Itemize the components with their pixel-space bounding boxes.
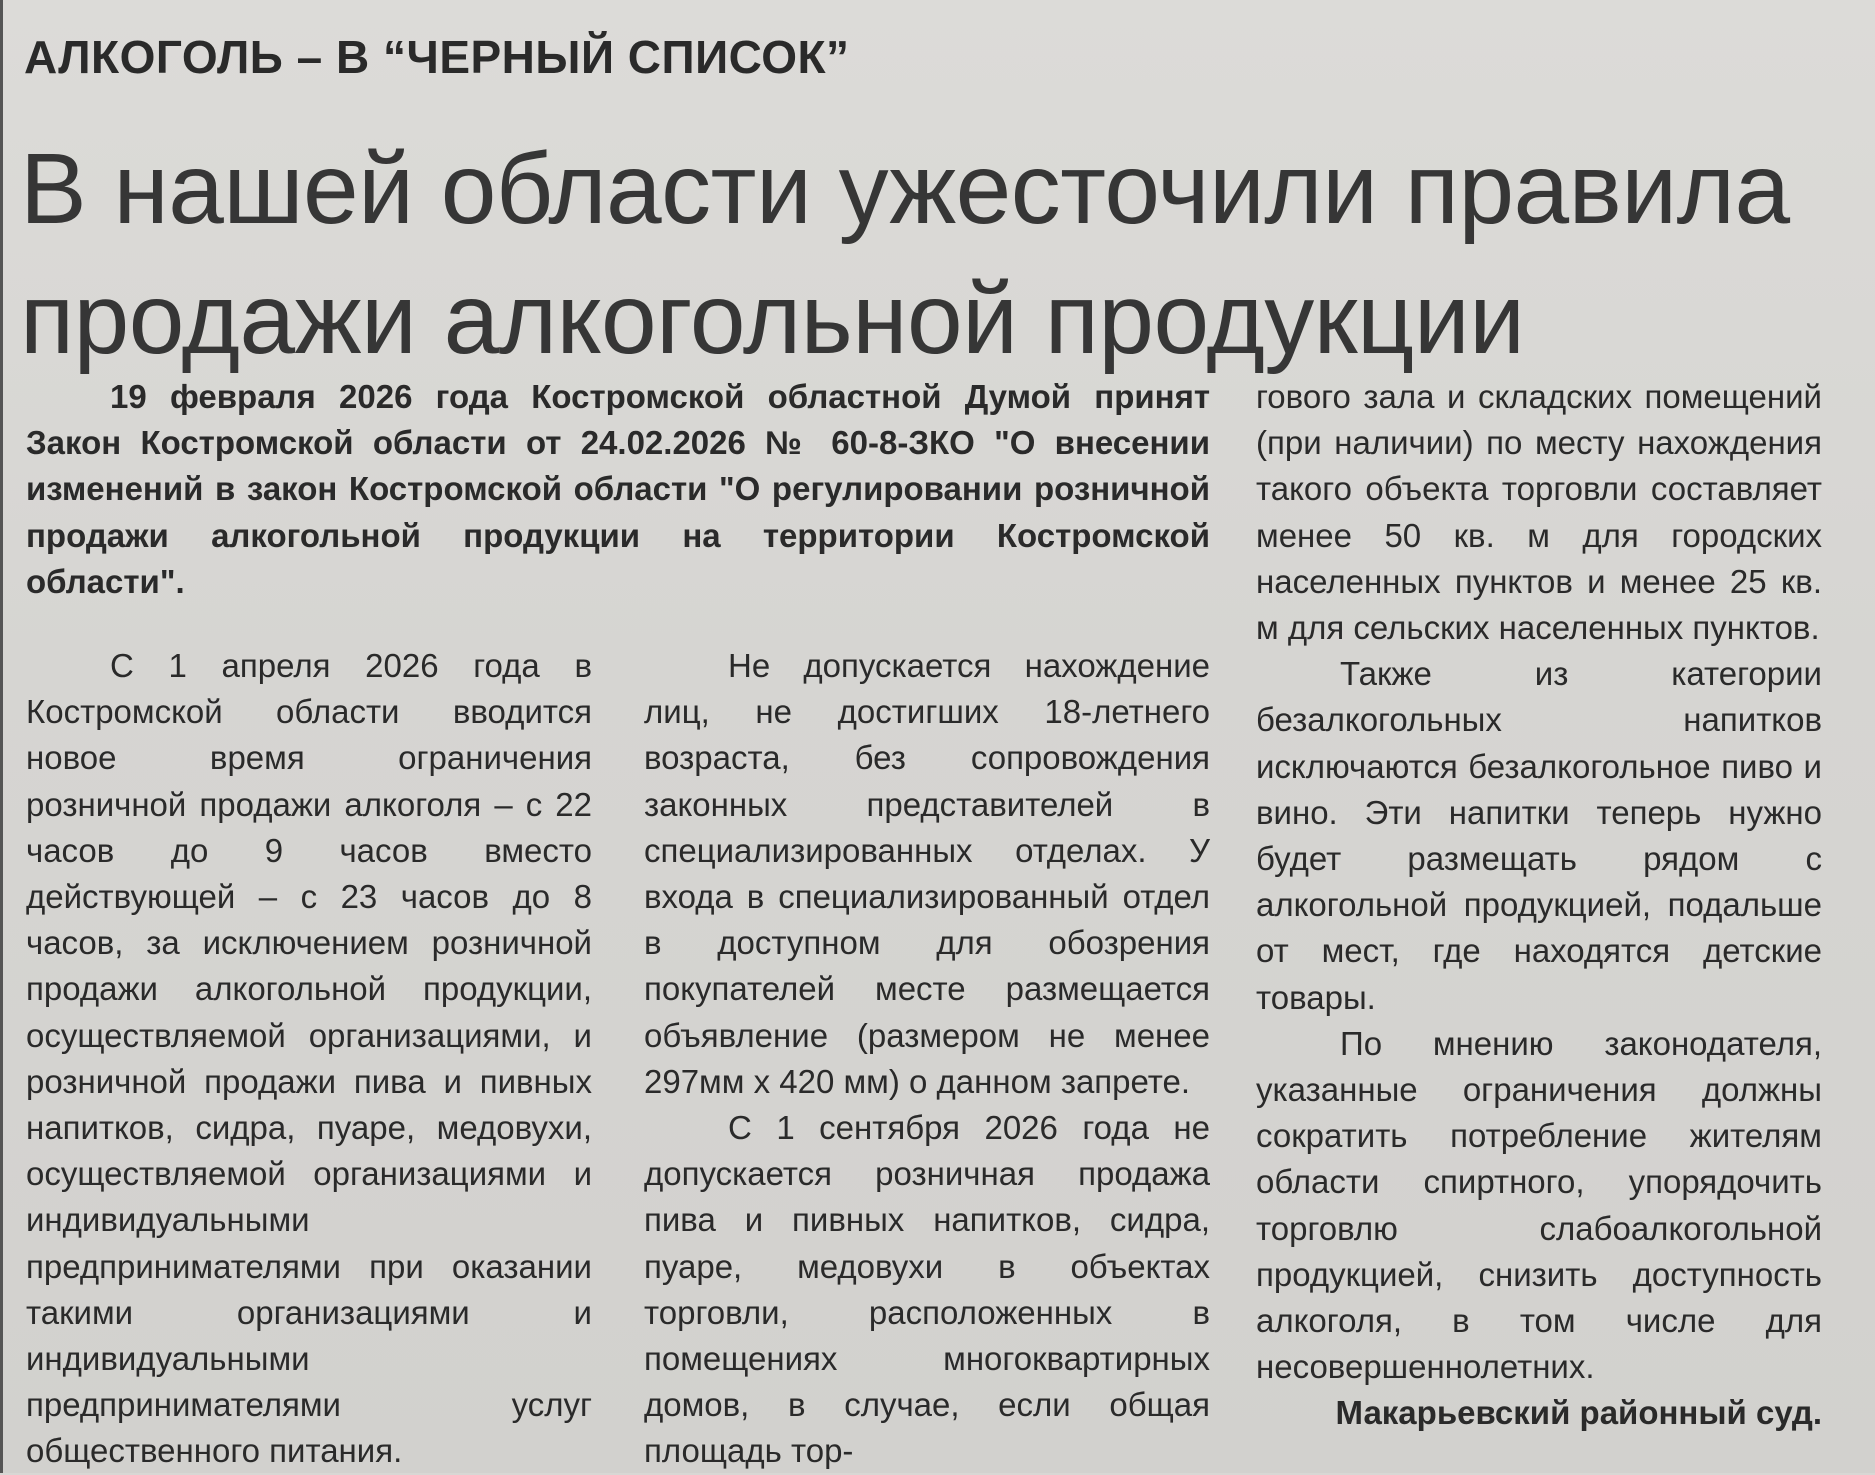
- page-edge-rule: [0, 0, 3, 1473]
- column-2-paragraph-1: Не допускается нахождение лиц, не достигших 18-летнего возраста, без сопровождения законных представителей в специализированных отделах. У входа в специализированный отдел в доступном для обозрения покупателей месте размещается объявление (размером не менее 297мм х 420 мм) о данном запрете.: [644, 647, 1210, 1100]
- article-signature: Макарьевский районный суд.: [1335, 1394, 1822, 1432]
- column-1-paragraph-1: С 1 апреля 2026 года в Костромской области вводится новое время ограничения розничной продажи алкоголя – с 22 часов до 9 часов вместо действующей – с 23 часов до 8 часов, за исключением розничной продажи алкогольной продукции, осуществляемой организациями, и розничной продажи пива и пивных напитков, сидра, пуаре, медовухи, осуществляемой организациями и индивидуальными предпринимателями при оказании такими организациями и индивидуальными предпринимателями услуг общественного питания.: [26, 647, 592, 1470]
- column-2-paragraph-2: С 1 сентября 2026 года не допускается розничная продажа пива и пивных напитков, сидра, пуаре, медовухи в объектах торговли, расположенных в помещениях многоквартирных домов, в случае, если общая площадь тор-: [644, 1109, 1210, 1470]
- headline-line-2: продажи алкогольной продукции: [20, 263, 1525, 375]
- column-1: [26, 643, 592, 1475]
- article-headline: [20, 124, 1860, 384]
- column-3-paragraph-1: гового зала и складских помещений (при наличии) по месту нахождения такого объекта торговли составляет менее 50 кв. м для городских населенных пунктов и менее 25 кв. м для сельских населенных пунктов.: [1256, 378, 1822, 647]
- column-3-paragraph-2: Также из категории безалкогольных напитков исключаются безалкогольное пиво и вино. Эти напитки теперь нужно будет размещать рядом с алкогольной продукцией, подальше от мест, где находятся детские товары.: [1256, 655, 1822, 1016]
- column-2: [644, 643, 1210, 1475]
- lead-paragraph: 19 февраля 2026 года Костромской областной Думой принят Закон Костромской области от 24.02.2026 № 60-8-ЗКО "О внесении изменений в закон Костромской области "О регулировании розничной продажи алкогольной продукции на территории Костромской области".: [26, 378, 1210, 600]
- article-kicker: АЛКОГОЛЬ – В “ЧЕРНЫЙ СПИСОК”: [24, 31, 850, 83]
- column-3: [1256, 374, 1822, 1437]
- headline-line-1: В нашей области ужесточили правила: [20, 133, 1790, 245]
- article-lead: [26, 374, 1210, 605]
- column-3-paragraph-3: По мнению законодателя, указанные ограничения должны сократить потребление жителям области спиртного, упорядочить торговлю слабоалкогольной продукцией, снизить доступность алкоголя, в том числе для несовершеннолетних.: [1256, 1024, 1822, 1386]
